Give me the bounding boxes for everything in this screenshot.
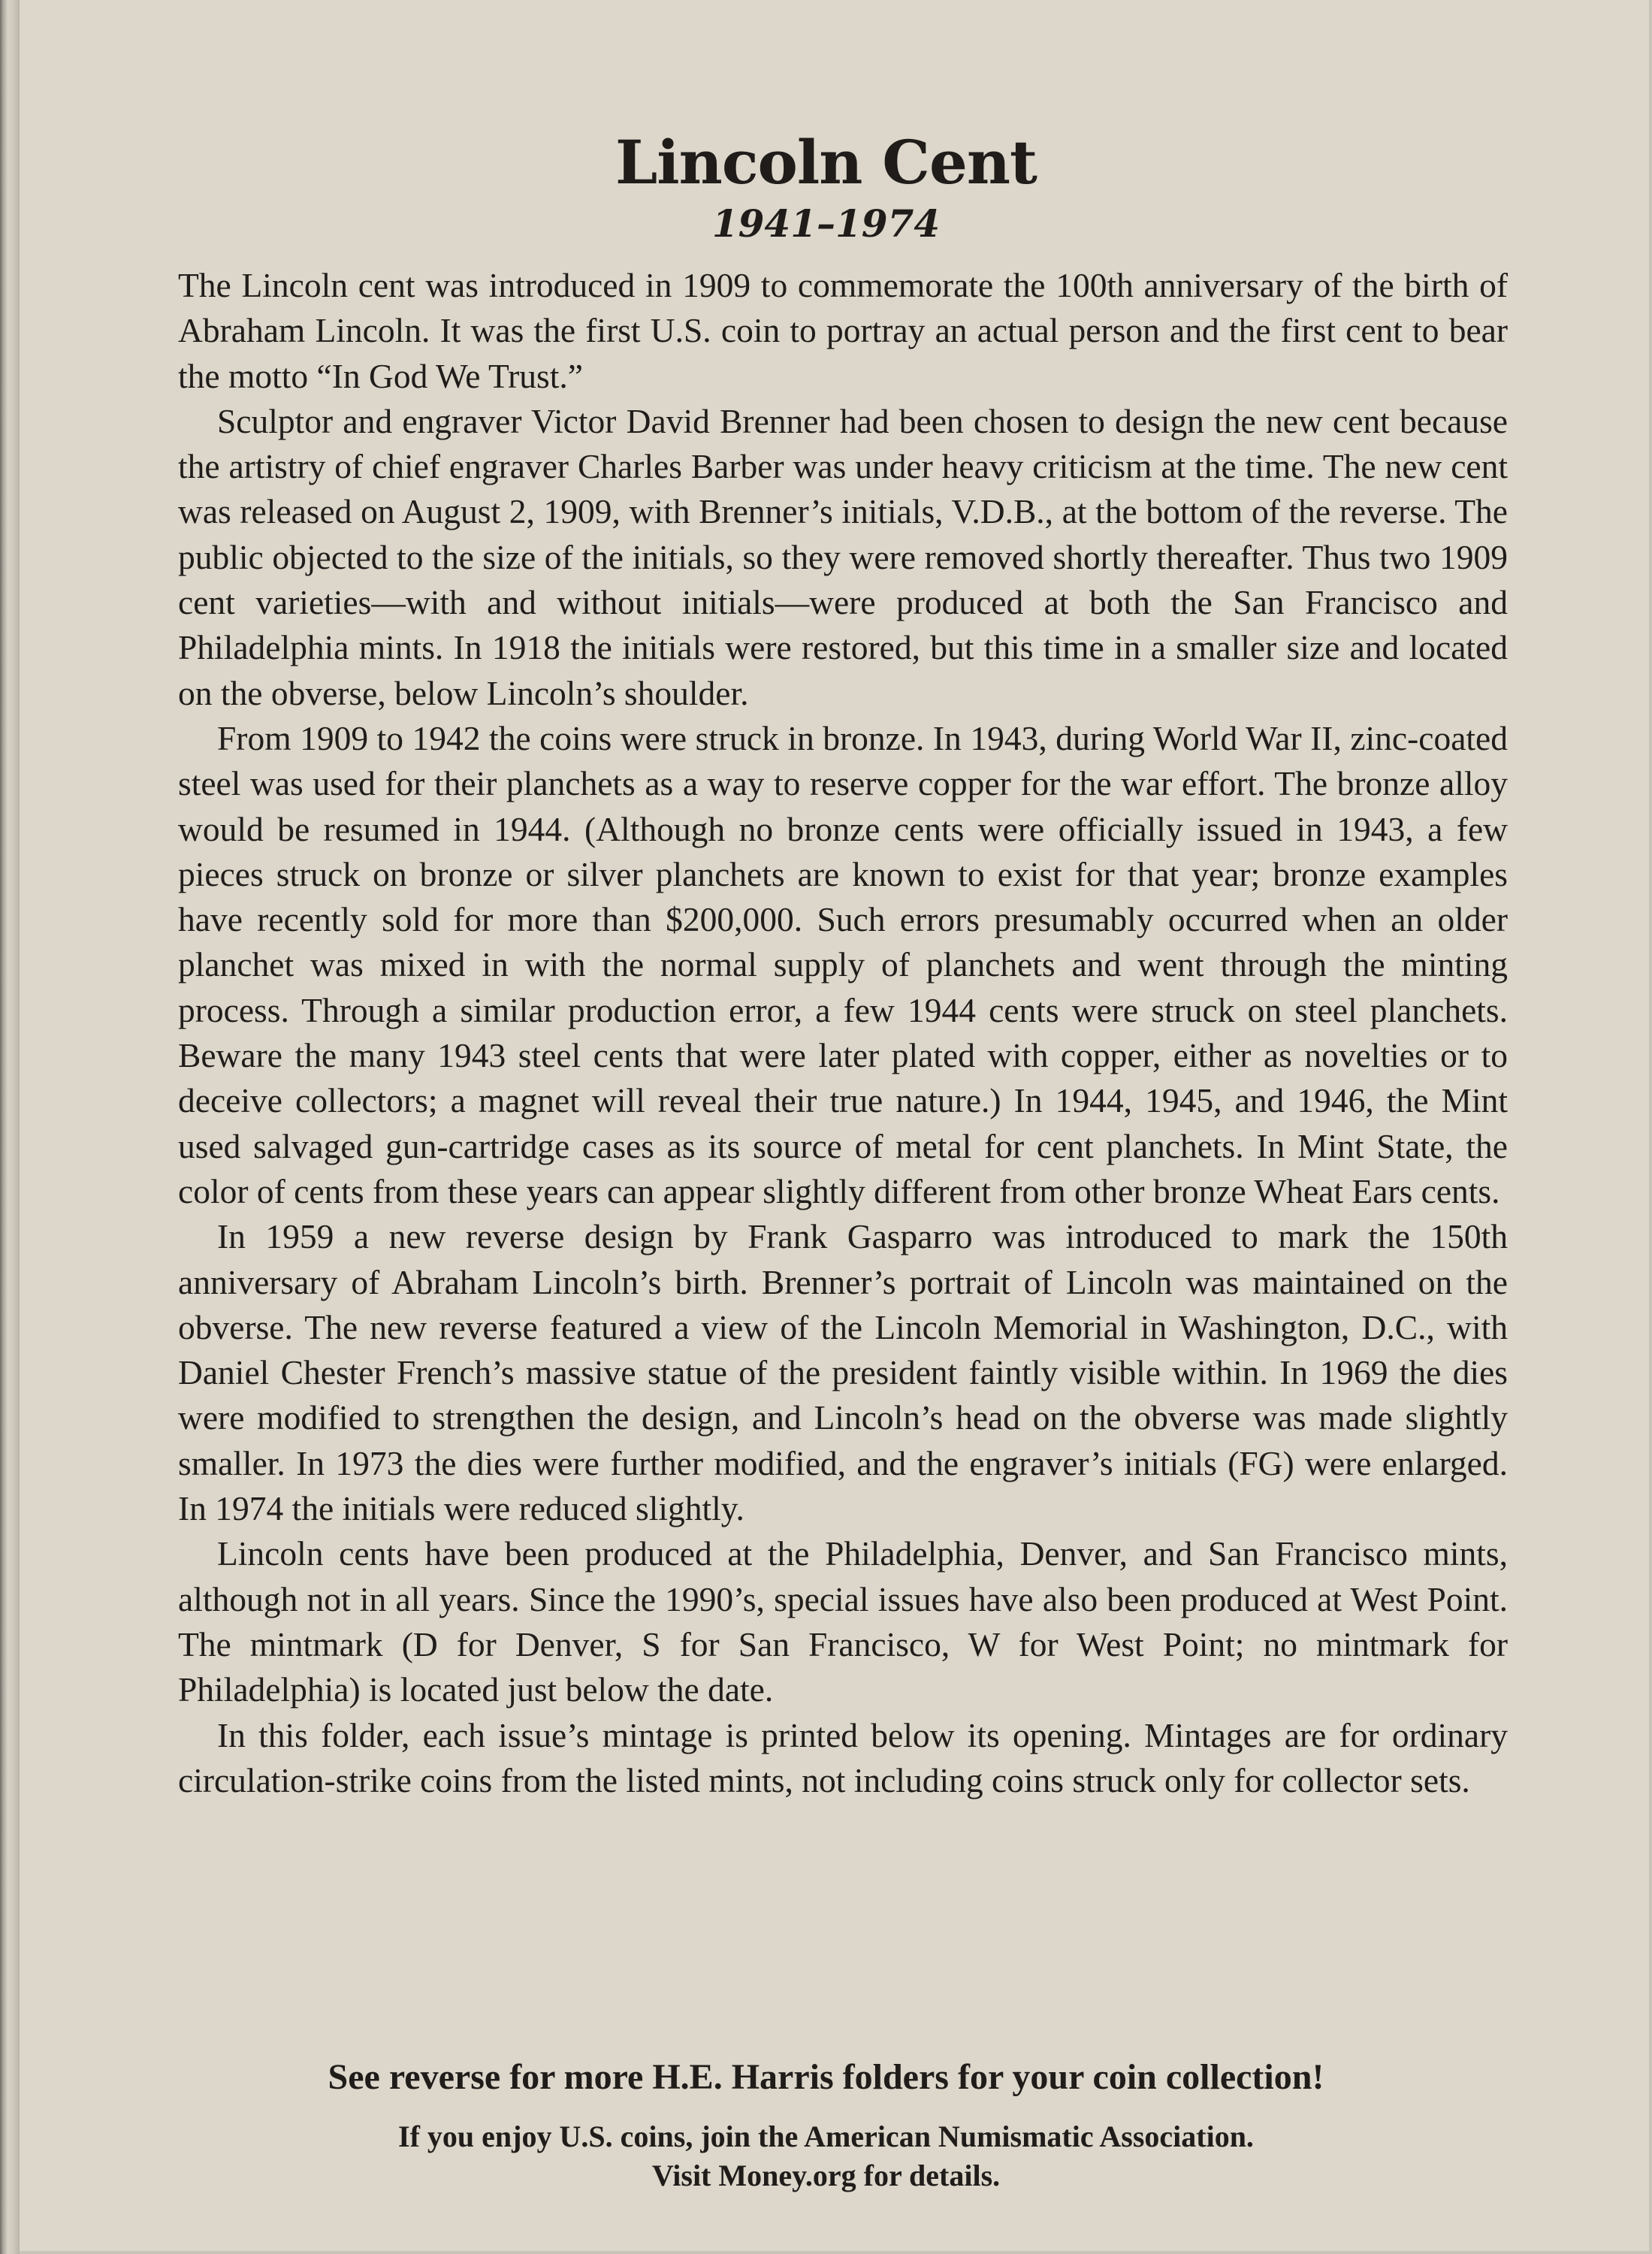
page-title: Lincoln Cent (615, 127, 1037, 198)
paragraph-folder-mintages: In this folder, each issue’s mintage is printed below its opening. Mintages are for ordinary circulation-strike coins from the listed mints, not including coins struck only for collector sets. (178, 1715, 1508, 1799)
paragraph-brenner: Sculptor and engraver Victor David Brenner had been chosen to design the new cent because the artistry of chief engraver Charles Barber was under heavy criticism at the time. The new cent was released on August 2, 1909, with Brenner’s initials, V.D.B., at the bottom of the reverse. The public objected to the size of the initials, so they were removed shortly thereafter. Thus two 1909 cent varieties—with and without initials—were produced at both the San Francisco and Philadelphia mints. In 1918 the initials were restored, but this time in a smaller size and located on the obverse, below Lincoln’s shoulder. (178, 401, 1508, 712)
paragraph-mints: Lincoln cents have been produced at the Philadelphia, Denver, and San Francisco mints, although not in all years. Since the 1990’s, special issues have also been produced at West Point. The mintmark (D for Denver, S for San Francisco, W for West Point; no mintmark for Philadelphia) is located just below the date. (178, 1534, 1508, 1709)
page-subtitle-years: 1941–1974 (711, 201, 941, 246)
binding-edge (0, 0, 20, 2254)
paragraph-composition: From 1909 to 1942 the coins were struck in bronze. In 1943, during World War II, zinc-coated steel was used for their planchets as a way to reserve copper for the war effort. The bronze alloy would be resumed in 1944. (Although no bronze cents were officially issued in 1943, a few pieces struck on bronze or silver planchets are known to exist for that year; bronze examples have recently sold for more than $200,000. Such errors presumably occurred when an older planchet was mixed in with the normal supply of planchets and went through the minting process. Through a similar production error, a few 1944 cents were struck on steel planchets. Beware the many 1943 steel cents that were later plated with copper, either as novelties or to deceive collectors; a magnet will reveal their true nature.) In 1944, 1945, and 1946, the Mint used salvaged gun-cartridge cases as its source of metal for cent planchets. In Mint State, the color of cents from these years can appear slightly different from other bronze Wheat Ears cents. (178, 718, 1508, 1210)
paragraph-memorial-reverse: In 1959 a new reverse design by Frank Gasparro was introduced to mark the 150th anniversary of Abraham Lincoln’s birth. Brenner’s portrait of Lincoln was maintained on the obverse. The new reverse featured a view of the Lincoln Memorial in Washington, D.C., with Daniel Chester French’s massive statue of the president faintly visible within. In 1969 the dies were modified to strengthen the design, and Lincoln’s head on the obverse was made slightly smaller. In 1973 the dies were further modified, and the engraver’s initials (FG) were enlarged. In 1974 the initials were reduced slightly. (178, 1217, 1508, 1528)
ana-notice (0, 2117, 1652, 2195)
body-text (178, 263, 1508, 1803)
promo-line: See reverse for more H.E. Harris folders for your coin collection! (328, 2057, 1324, 2097)
paragraph-introduction: The Lincoln cent was introduced in 1909 to commemorate the 100th anniversary of the birth of Abraham Lincoln. It was the first U.S. coin to portray an actual person and the first cent to bear the motto “In God We Trust.” (178, 266, 1508, 395)
ana-notice-line-2: Visit Money.org for details. (651, 2159, 1001, 2192)
ana-notice-line-1: If you enjoy U.S. coins, join the American Numismatic Association. (398, 2120, 1254, 2153)
